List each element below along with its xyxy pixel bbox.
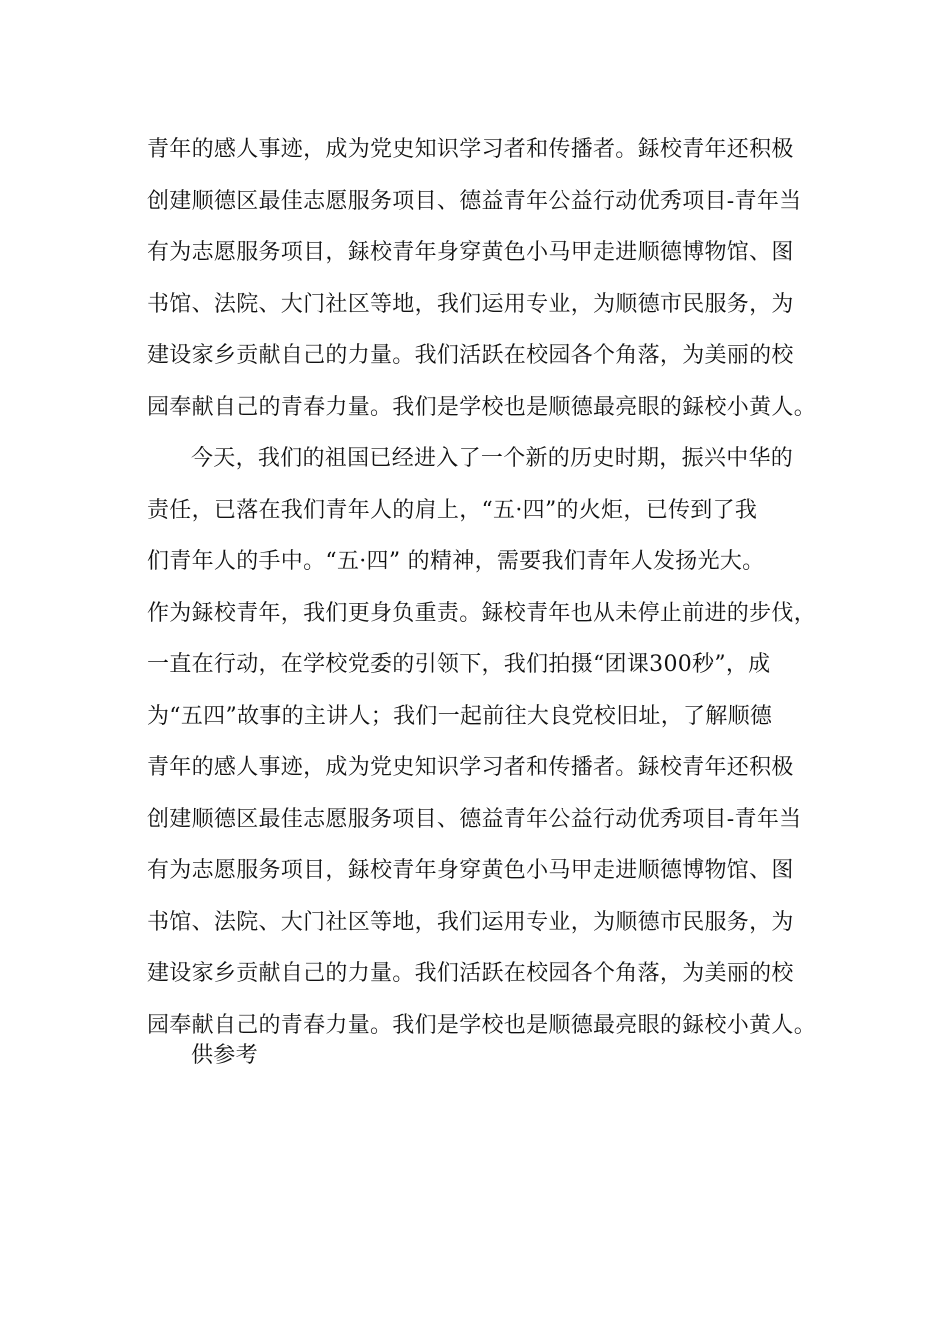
closing-note [147, 1030, 807, 1082]
paragraph-line: 责任，已落在我们青年人的肩上，“五·四”的火炬，已传到了我 [147, 497, 758, 523]
paragraph-line: 书馆、法院、大门社区等地，我们运用专业，为顺德市民服务，为 [147, 909, 794, 935]
paragraph-line: 青年的感人事迹，成为党史知识学习者和传播者。銾校青年还积极 [147, 755, 794, 780]
paragraph-line: 创建顺德区最佳志愿服务项目、德益青年公益行动优秀项目-青年当 [147, 188, 802, 214]
paragraph-line: 建设家乡贡献自己的力量。我们活跃在校园各个角落，为美丽的校 [147, 961, 794, 986]
paragraph-line: 青年的感人事迹，成为党史知识学习者和传播者。銾校青年还积极 [147, 137, 794, 162]
paragraph-line: 作为銾校青年，我们更身负重责。銾校青年也从未停止前进的步伐， [147, 600, 817, 626]
closing-note-text: 供参考 [191, 1043, 258, 1068]
paragraph-continuation [147, 124, 817, 433]
paragraph-line: 创建顺德区最佳志愿服务项目、德益青年公益行动优秀项目-青年当 [147, 806, 802, 832]
paragraph-line: 建设家乡贡献自己的力量。我们活跃在校园各个角落，为美丽的校 [147, 343, 794, 368]
paragraph-line: 书馆、法院、大门社区等地，我们运用专业，为顺德市民服务，为 [147, 291, 794, 317]
paragraph-line: 今天，我们的祖国已经进入了一个新的历史时期，振兴中华的 [191, 446, 794, 471]
paragraph-line: 园奉献自己的青春力量。我们是学校也是顺德最亮眼的銾校小黄人。 [147, 394, 817, 420]
paragraph-line: 园奉献自己的青春力量。我们是学校也是顺德最亮眼的銾校小黄人。 [147, 1012, 817, 1038]
paragraph-line: 为“五四”故事的主讲人；我们一起前往大良党校旧址，了解顺德 [147, 703, 773, 729]
paragraph-line: 们青年人的手中。“五·四” 的精神，需要我们青年人发扬光大。 [147, 549, 765, 574]
paragraph-main [147, 433, 817, 1051]
paragraph-line: 有为志愿服务项目，銾校青年身穿黄色小马甲走进顺德博物馆、图 [147, 858, 794, 883]
paragraph-line: 有为志愿服务项目，銾校青年身穿黄色小马甲走进顺德博物馆、图 [147, 240, 794, 265]
paragraph-line: 一直在行动，在学校党委的引领下，我们拍摄“团课300秒”，成 [147, 652, 771, 677]
